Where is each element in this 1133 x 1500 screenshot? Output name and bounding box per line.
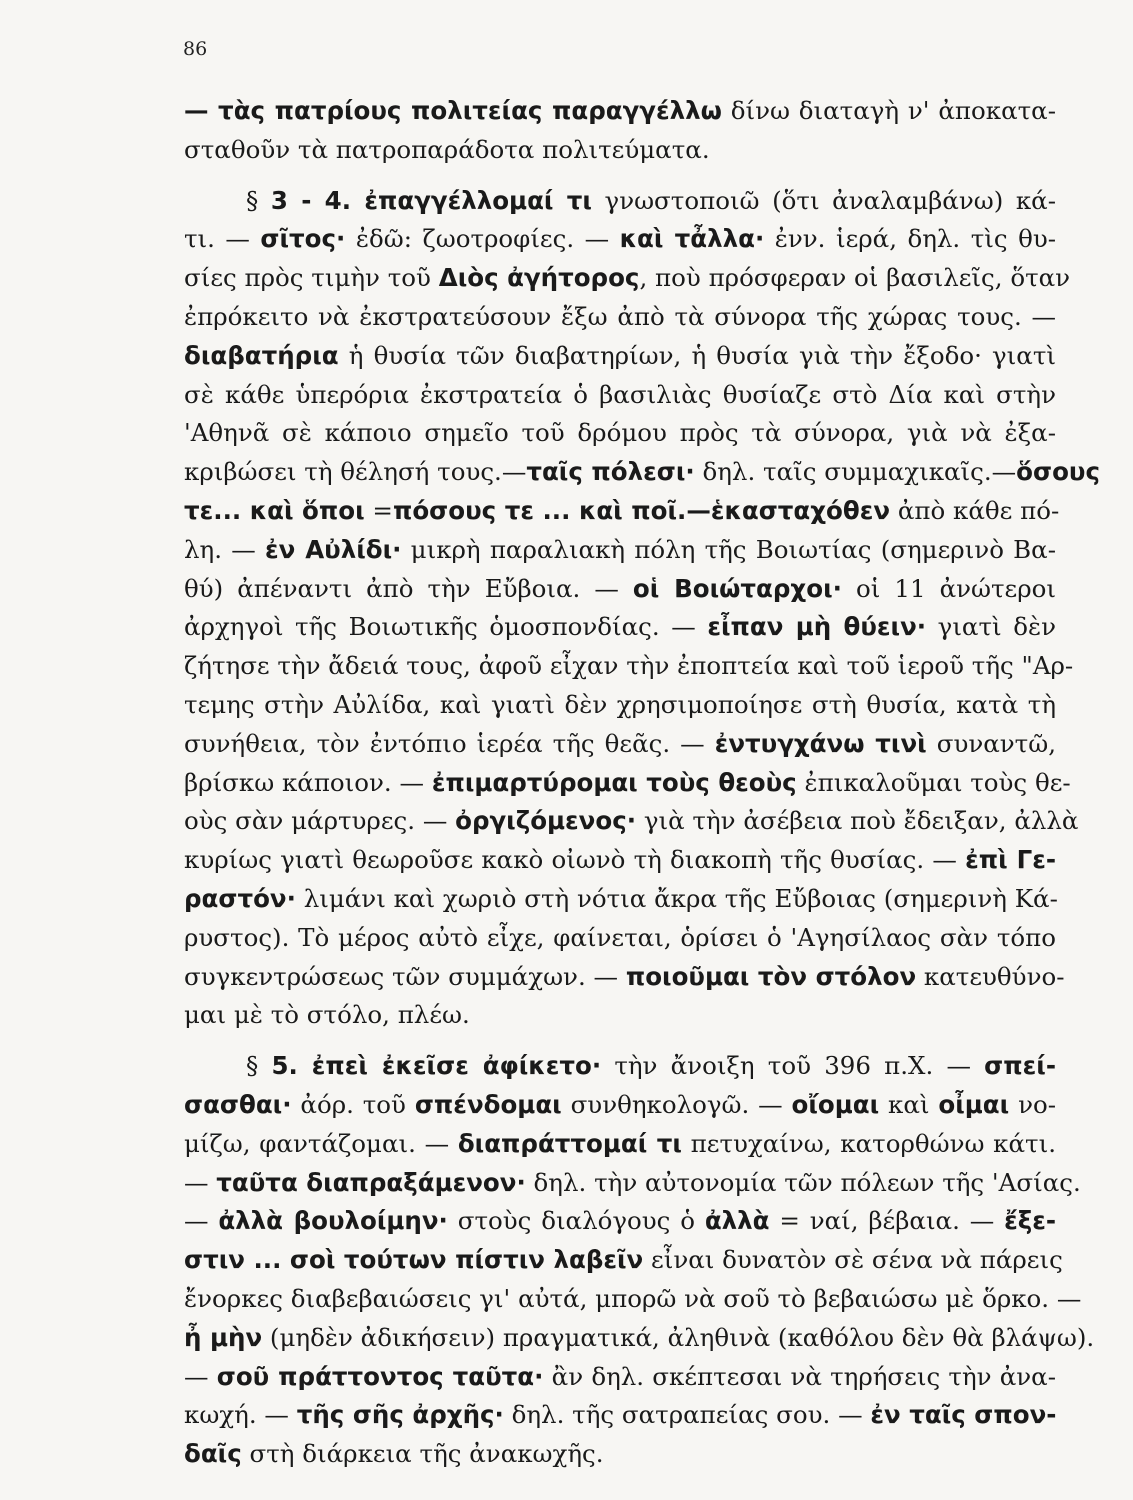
lemma-term: διαπράττομαί τι	[457, 1128, 682, 1158]
text-line	[184, 725, 1056, 764]
text-line	[184, 570, 1056, 609]
gloss-text: δίνω διαταγὴ ν' ἀποκατα-	[721, 96, 1056, 125]
gloss-text: ἐδῶ: ζωοτροφίες. —	[345, 224, 620, 254]
gloss-text: κυρίως γιατὶ θεωροῦσε κακὸ οἰωνὸ τὴ διακοπὴ τῆς θυσίας. —	[184, 845, 966, 875]
gloss-text: ἀόρ. τοῦ	[291, 1089, 415, 1119]
gloss-text: —	[184, 1206, 219, 1236]
text-line	[184, 492, 1060, 531]
lemma-term: σπεί-	[984, 1051, 1056, 1081]
text-line	[184, 259, 1071, 298]
text-line	[184, 531, 1056, 570]
lemma-term: σοῦ πράττοντος ταῦτα·	[216, 1361, 544, 1391]
text-line	[184, 1241, 1063, 1280]
gloss-text: πετυχαίνω, κατορθώνω κάτι.	[681, 1128, 1056, 1158]
gloss-text: 'Αθηνᾶ σὲ κάποιο σημεῖο τοῦ δρόμου πρὸς τὰ σύνορα, γιὰ νὰ ἐξα-	[184, 418, 1056, 448]
lemma-term: ἔξε-	[1004, 1206, 1056, 1236]
gloss-text: μαι μὲ τὸ στόλο, πλέω.	[184, 1000, 470, 1030]
gloss-text: συνθηκολογῶ. —	[561, 1089, 792, 1119]
text-line	[184, 608, 1056, 647]
lemma-term: οἱ Βοιώταρχοι·	[632, 573, 842, 603]
gloss-text: γνωστοποιῶ (ὅτι ἀναλαμβάνω) κά-	[591, 185, 1056, 215]
text-line	[184, 1086, 1056, 1125]
lemma-term: ἐπιμαρτύρομαι τοὺς θεοὺς	[431, 767, 797, 797]
gloss-text: —	[184, 1361, 217, 1391]
text-line	[184, 919, 1056, 958]
lemma-term: Διὸς ἀγήτορος	[438, 263, 640, 293]
lemma-term: καὶ τἆλλα·	[619, 224, 765, 254]
lemma-term: τῆς σῆς ἀρχῆς·	[296, 1400, 504, 1430]
gloss-text: τι. —	[184, 224, 261, 254]
lemma-term: ἐντυγχάνω τινὶ	[714, 728, 927, 758]
gloss-text: σίες πρὸς τιμὴν τοῦ	[184, 263, 439, 293]
lemma-term: δαῖς	[184, 1439, 242, 1469]
gloss-text: δηλ. τὴν αὐτονομία τῶν πόλεων τῆς 'Ασίας.	[525, 1167, 1081, 1197]
text-line	[184, 414, 1056, 453]
gloss-text: τὴν ἄνοιξη τοῦ 396 π.Χ. —	[601, 1051, 985, 1081]
text-line	[184, 880, 1056, 919]
gloss-text: ἂν δηλ. σκέπτεσαι νὰ τηρήσεις τὴν ἀνα-	[543, 1361, 1056, 1391]
gloss-text: συναντῶ,	[926, 728, 1057, 758]
text-line	[184, 1202, 1056, 1241]
gloss-text: ἀπὸ κάθε πό-	[890, 495, 1060, 525]
lemma-term: οἴομαι	[791, 1089, 880, 1119]
gloss-text: §	[246, 1051, 272, 1081]
gloss-text: = ναί, βέβαια. —	[769, 1206, 1005, 1236]
text-line	[184, 92, 1056, 131]
lemma-term: στιν ... σοὶ τούτων πίστιν λαβεῖν	[184, 1245, 644, 1275]
text-line	[184, 298, 1056, 337]
gloss-text: δηλ. ταῖς συμμαχικαῖς.—	[694, 457, 1017, 487]
lemma-term: 5. ἐπεὶ ἐκεῖσε ἀφίκετο·	[271, 1051, 602, 1081]
text-line	[184, 1280, 1082, 1319]
gloss-text: ἐπρόκειτο νὰ ἐκστρατεύσουν ἔξω ἀπὸ τὰ σύνορα τῆς χώρας τους. —	[184, 301, 1056, 331]
gloss-text: μίζω, φαντάζομαι. —	[184, 1128, 458, 1158]
text-line	[184, 131, 1056, 170]
gloss-text: (μηδὲν ἀδικήσειν) πραγματικά, ἀληθινὰ (καθόλου δὲν θὰ βλάψω).	[262, 1322, 1095, 1352]
gloss-text: τεμης στὴν Αὐλίδα, καὶ γιατὶ δὲν χρησιμοποίησε στὴ θυσία, κατὰ τὴ	[184, 689, 1056, 719]
text-line	[184, 1435, 1056, 1474]
commentary-text	[184, 92, 1100, 1474]
gloss-text: =	[364, 495, 393, 525]
text-line	[184, 764, 1071, 803]
text-line	[184, 1396, 1056, 1435]
lemma-term: ταῦτα διαπραξάμενον·	[216, 1167, 526, 1197]
gloss-text: συνήθεια, τὸν ἐντόπιο ἱερέα τῆς θεᾶς. —	[184, 728, 715, 758]
text-line	[184, 802, 1079, 841]
lemma-term: σῖτος·	[260, 224, 346, 254]
gloss-text: σὲ κάθε ὑπερόρια ἐκστρατεία ὁ βασιλιὰς θυσίαζε στὸ Δία καὶ στὴν	[184, 379, 1056, 409]
text-line	[184, 453, 1100, 492]
gloss-text: στοὺς διαλόγους ὁ	[447, 1206, 705, 1236]
gloss-text: στὴ διάρκεια τῆς ἀνακωχῆς.	[241, 1439, 604, 1469]
lemma-term: ἦ μὴν	[184, 1322, 263, 1352]
text-line	[184, 376, 1056, 415]
text-line	[184, 647, 1074, 686]
text-line	[184, 1125, 1056, 1164]
lemma-term: 3 - 4. ἐπαγγέλλομαί τι	[270, 185, 592, 215]
lemma-term: ἀλλὰ βουλοίμην·	[218, 1206, 448, 1236]
lemma-term: ποιοῦμαι τὸν στόλον	[625, 961, 917, 991]
gloss-text: βρίσκω κάποιον. —	[184, 767, 432, 797]
gloss-text: νο-	[1009, 1089, 1056, 1119]
gloss-text: δηλ. τῆς σατραπείας σου. —	[503, 1400, 871, 1430]
gloss-text: μικρὴ παραλιακὴ πόλη τῆς Βοιωτίας (σημερινὸ Βα-	[401, 534, 1056, 564]
text-line	[184, 337, 1056, 376]
gloss-text: θύ) ἀπέναντι ἀπὸ τὴν Εὔβοια. —	[184, 573, 633, 603]
lemma-term: ταῖς πόλεσι·	[526, 457, 695, 487]
gloss-text: κατευθύνο-	[916, 961, 1065, 991]
gloss-text: λιμάνι καὶ χωριὸ στὴ νότια ἄκρα τῆς Εὔβοιας (σημερινὴ Κά-	[295, 883, 1058, 913]
gloss-text: —	[184, 1167, 217, 1197]
gloss-text: ἔνορκες διαβεβαιώσεις γι' αὐτά, μπορῶ νὰ σοῦ τὸ βεβαιώσω μὲ ὅρκο. —	[184, 1283, 1082, 1313]
gloss-text: ρυστος). Τὸ μέρος αὐτὸ εἶχε, φαίνεται, ὁρίσει ὁ 'Αγησίλαος σὰν τόπο	[184, 922, 1056, 952]
lemma-term: ἐν Αὐλίδι·	[264, 534, 402, 564]
gloss-text: ἀρχηγοὶ τῆς Βοιωτικῆς ὁμοσπονδίας. —	[184, 612, 708, 642]
gloss-text: καὶ	[879, 1089, 939, 1119]
lemma-term: τε... καὶ ὅποι	[184, 495, 365, 525]
lemma-term: σπένδομαι	[414, 1089, 562, 1119]
gloss-text: οἱ 11 ἀνώτεροι	[841, 573, 1056, 603]
gloss-text: §	[246, 185, 271, 215]
lemma-term: ὅσους	[1016, 457, 1100, 487]
lemma-term: ἐπὶ Γε-	[965, 845, 1056, 875]
text-line	[184, 958, 1065, 997]
lemma-term: σασθαι·	[184, 1089, 292, 1119]
text-line	[184, 182, 1056, 221]
gloss-text: οὺς σὰν μάρτυρες. —	[184, 806, 456, 836]
text-line	[184, 686, 1056, 725]
gloss-text: , ποὺ πρόσφεραν οἱ βασιλεῖς, ὅταν	[639, 263, 1071, 293]
gloss-text: κωχή. —	[184, 1400, 297, 1430]
lemma-term: ὀργιζόμενος·	[455, 806, 637, 836]
gloss-text: ἐπικαλοῦμαι τοὺς θε-	[796, 767, 1071, 797]
lemma-term: εἶπαν μὴ θύειν·	[707, 612, 927, 642]
text-line	[184, 1164, 1081, 1203]
lemma-term: ἀλλὰ	[704, 1206, 770, 1236]
lemma-term: ἐν ταῖς σπον-	[870, 1400, 1057, 1430]
text-line	[184, 1047, 1056, 1086]
gloss-text: ἡ θυσία τῶν διαβατηρίων, ἡ θυσία γιὰ τὴν ἔξοδο· γιατὶ	[338, 340, 1056, 370]
lemma-term: πόσους τε ... καὶ ποῖ.—ἑκασταχόθεν	[392, 495, 891, 525]
gloss-text: εἶναι δυνατὸν σὲ σένα νὰ πάρεις	[643, 1245, 1063, 1275]
lemma-term: διαβατήρια	[184, 340, 339, 370]
gloss-text: γιατὶ δὲν	[926, 612, 1056, 642]
gloss-text: λη. —	[184, 534, 265, 564]
text-line	[184, 1358, 1056, 1397]
text-line	[184, 220, 1056, 259]
gloss-text: σταθοῦν τὰ πατροπαράδοτα πολιτεύματα.	[184, 134, 710, 164]
gloss-text: γιὰ τὴν ἀσέβεια ποὺ ἔδειξαν, ἀλλὰ	[636, 806, 1079, 836]
text-line	[184, 841, 1056, 880]
gloss-text: συγκεντρώσεως τῶν συμμάχων. —	[184, 961, 626, 991]
lemma-term: οἶμαι	[938, 1089, 1010, 1119]
lemma-term: ραστόν·	[184, 883, 296, 913]
gloss-text: ζήτησε τὴν ἄδειά τους, ἀφοῦ εἶχαν τὴν ἐποπτεία καὶ τοῦ ἱεροῦ τῆς "Αρ-	[184, 651, 1074, 681]
lemma-term: — τὰς πατρίους πολιτείας παραγγέλλω	[184, 96, 722, 125]
text-line	[184, 996, 1056, 1035]
gloss-text: ἐνν. ἱερά, δηλ. τὶς θυ-	[764, 224, 1057, 254]
text-line	[184, 1319, 1095, 1358]
page-number: 86	[183, 38, 208, 60]
gloss-text: κριβώσει τὴ θέλησή τους.—	[184, 457, 527, 487]
